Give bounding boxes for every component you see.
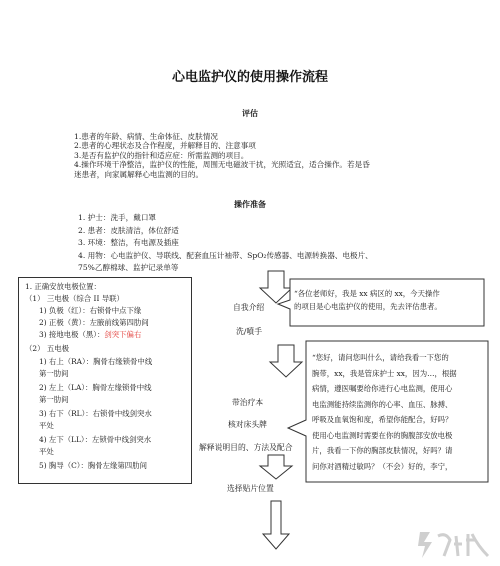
three-lead-heading: （1） 三电极（综合 II 导联） [25,294,124,303]
three-lead-item [39,329,141,341]
prep-item: 4. 用物：心电监护仪、导联线、配套血压计袖带、SpO₂传感器、电源转换器、电极片、 [78,250,373,260]
speech-patient-line: “您好，请问您叫什么，请给我看一下您的 [312,353,449,362]
five-lead-item: 4) 左下（LL）：左锁骨中线剑突水 [39,435,152,444]
step-check-bed-card: 核对床头牌 [228,420,267,429]
speech-patient-line: 腕带，xx，我是管床护士 xx，因为…，根据 [312,368,457,378]
ground-electrode-label: 3) 接地电极（黑）： [39,330,105,339]
assess-item: 2.患者的心理状态及合作程度，并解释目的、注意事项 [74,141,256,151]
down-arrow-icon [256,500,296,550]
five-lead-item: 平处 [39,447,54,456]
speech-intro-line: 的项目是心电监护仪的使用，先去评估患者。 [294,302,442,311]
five-lead-item: 第一肋间 [39,369,69,378]
five-lead-item: 平处 [39,421,54,430]
step-self-intro: 自我介绍 [233,303,265,312]
prep-item: 1. 护士：洗手，戴口罩 [78,213,157,222]
assess-heading: 评估 [242,109,258,118]
assess-item: 4.操作环境干净整洁，监护仪的性能，周围无电磁波干扰，光照适宜，适合操作。若是昏 [74,160,370,170]
speech-patient-line: 使用心电监测时需要在你的胸腹部安放电极 [312,430,453,440]
five-lead-item: 2) 左上（LA）：胸骨左缘锁骨中线 [39,383,152,392]
five-lead-item: 3) 右下（RL）：右锁骨中线剑突水 [39,409,152,418]
speech-patient-line: 问你对酒精过敏吗？（不会）好的，李宁， [312,461,453,471]
prep-item: 3. 环境：整洁，有电源及插座 [78,238,179,247]
five-lead-heading: （2） 五电极 [25,344,70,353]
step-select-position: 选择贴片位置 [227,484,274,493]
three-lead-item: 2) 正极（黄）：左腋前线第四肋间 [39,318,149,327]
watermark-logo-icon [414,528,494,562]
prep-heading: 操作准备 [234,200,266,209]
speech-patient-line: 电监测能持续监测你的心率、血压、脉搏、 [312,399,453,409]
speech-intro-line: “各位老师好，我是 xx 病区的 xx，今天操作 [294,289,440,298]
assess-item: 3.是否有监护仪的指针和适应症：所需监测的项目。 [74,150,249,160]
prep-item: 2. 患者：皮肤清洁，体位舒适 [78,225,179,235]
speech-patient-line: 病情，遵医嘱要给你进行心电监测，使用心 [312,384,453,393]
speech-patient [312,350,457,474]
prep-list [78,212,373,275]
electrode-heading: 1. 正确安放电极位置： [25,282,101,291]
speech-patient-line: 呼吸及血氧饱和度，希望你能配合，好吗？ [312,415,453,424]
assess-list [74,132,370,179]
page-title: 心电监护仪的使用操作流程 [171,70,328,85]
step-explain: 解释说明目的、方法及配合 [199,443,293,452]
five-lead-item: 第一肋间 [39,395,69,404]
assess-item: 1.患者的年龄、病情、生命体征、皮肤情况 [74,132,218,141]
step-wash-hands: 洗/噴手 [236,327,263,336]
step-bring-record: 带治疗本 [232,398,264,407]
ground-electrode-position: 剑突下偏右 [104,330,142,339]
five-lead-item: 5) 胸导（C）：胸骨左缘第四肋间 [39,461,147,470]
speech-patient-line: 片，我看一下你的胸部皮肤情况，好吗？请 [312,446,453,455]
speech-intro [294,287,442,313]
electrode-box [18,277,192,484]
assess-item: 迷患者，向家属解释心电监测的目的。 [74,169,204,179]
five-lead-item: 1) 右上（RA）：胸骨右缘锁骨中线 [39,357,153,366]
three-lead-item: 1) 负极（红）：右锁骨中点下缘 [39,306,142,315]
prep-item: 75%乙醇棉球、监护记录单等 [78,263,179,272]
